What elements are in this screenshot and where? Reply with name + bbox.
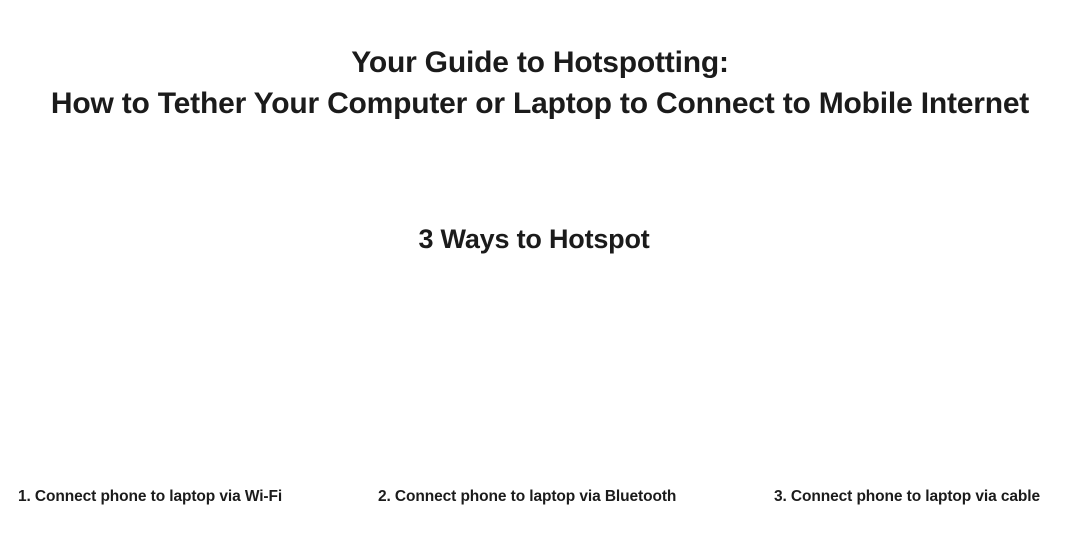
section-heading-text: 3 Ways to Hotspot bbox=[418, 224, 650, 254]
page-title-line-2: How to Tether Your Computer or Laptop to Connect to Mobile Internet bbox=[50, 87, 1030, 121]
caption-row bbox=[0, 488, 1080, 516]
caption-item-1: 1. Connect phone to laptop via Wi-Fi bbox=[18, 488, 283, 505]
caption-item-2: 2. Connect phone to laptop via Bluetooth bbox=[378, 488, 677, 505]
section-heading bbox=[0, 224, 1080, 255]
page-title bbox=[0, 44, 1080, 122]
illustration-area bbox=[0, 286, 1080, 476]
caption-item-3: 3. Connect phone to laptop via cable bbox=[774, 488, 1040, 505]
page-title-line-1: Your Guide to Hotspotting: bbox=[351, 46, 729, 79]
